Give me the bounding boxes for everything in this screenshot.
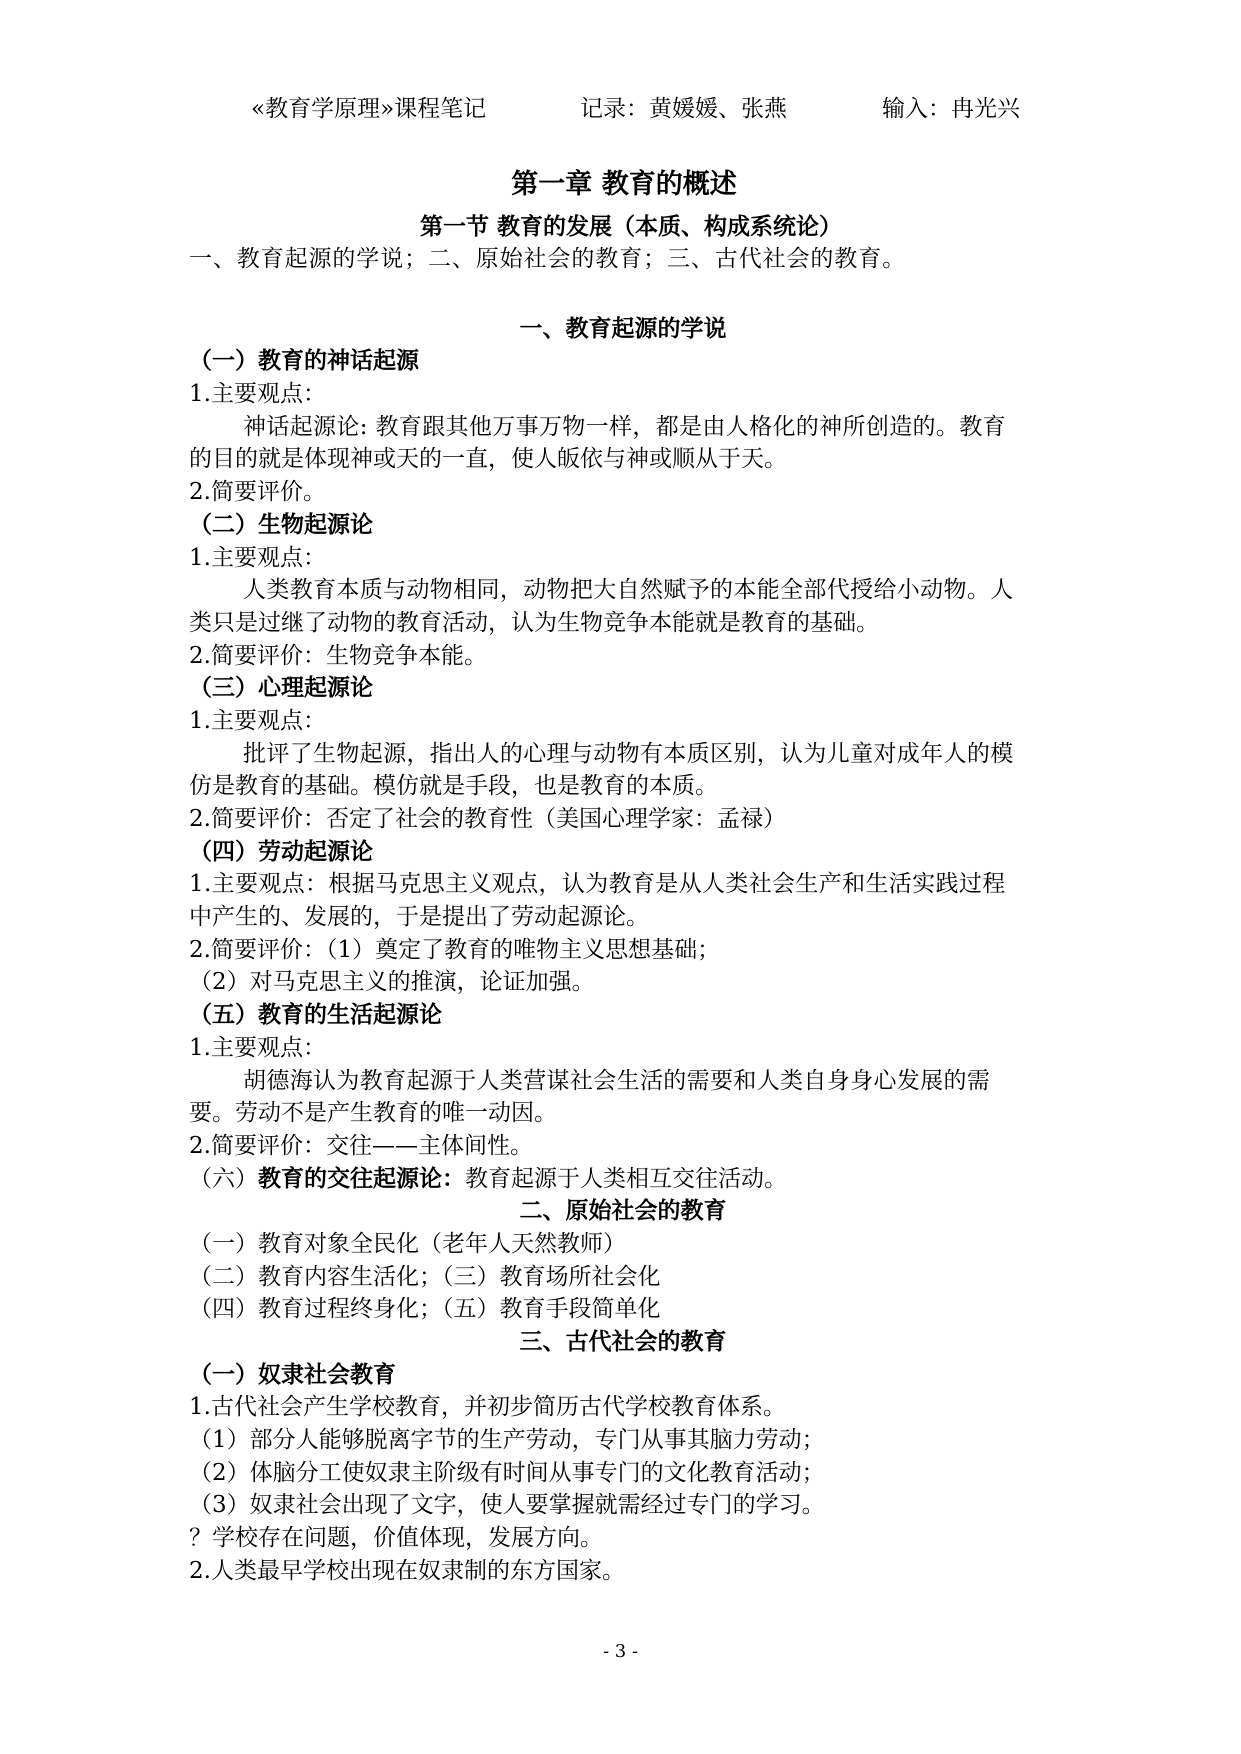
s1-point2: 2.简要评价。 — [189, 479, 326, 506]
s2-point2: 2.简要评价：生物竞争本能。 — [189, 642, 487, 669]
part2-heading: 二、原始社会的教育 — [519, 1197, 727, 1225]
part3-line6: 2.人类最早学校出现在奴隶制的东方国家。 — [189, 1557, 625, 1584]
s2-title: （二）生物起源论 — [189, 510, 373, 538]
s3-text1: 批评了生物起源，指出人的心理与动物有本质区别，认为儿童对成年人的模 — [243, 740, 1014, 767]
page-header — [0, 92, 1241, 126]
s2-point1: 1.主要观点： — [189, 544, 326, 571]
part2-line1: （一）教育对象全民化（老年人天然教师） — [189, 1230, 626, 1257]
s4-point2b: （2）对马克思主义的推演，论证加强。 — [189, 969, 595, 996]
part2-line2: （二）教育内容生活化；（三）教育场所社会化 — [189, 1263, 661, 1290]
s1-text2: 的目的就是体现神或天的一直，使人皈依与神或顺从于天。 — [189, 446, 787, 473]
s5-text2: 要。劳动不是产生教育的唯一动因。 — [189, 1100, 557, 1127]
spacer — [189, 276, 1057, 313]
s5-point1: 1.主要观点： — [189, 1034, 326, 1061]
s3-point1: 1.主要观点： — [189, 707, 326, 734]
s5-title: （五）教育的生活起源论 — [189, 1001, 442, 1029]
s4-point1b: 中产生的、发展的，于是提出了劳动起源论。 — [189, 904, 649, 931]
s5-point2: 2.简要评价：交往——主体间性。 — [189, 1132, 533, 1159]
s6-line — [189, 1163, 1057, 1196]
part3-line3: （2）体脑分工使奴隶主阶级有时间从事专门的文化教育活动； — [189, 1459, 825, 1486]
s1-point1: 1.主要观点： — [189, 381, 326, 408]
page-body — [189, 160, 1057, 1588]
header-recorder: 记录：黄媛媛、张燕 — [580, 96, 787, 122]
s4-title: （四）劳动起源论 — [189, 837, 373, 865]
part3-line5: ？学校存在问题，价值体现，发展方向。 — [189, 1525, 603, 1552]
s6-text: 教育起源于人类相互交往活动。 — [465, 1165, 787, 1192]
part3-line4: （3）奴隶社会出现了文字，使人要掌握就需经过专门的学习。 — [189, 1492, 825, 1519]
part3-s1-title: （一）奴隶社会教育 — [189, 1360, 396, 1388]
page-number: - 3 - — [602, 1641, 639, 1662]
s2-text2: 类只是过继了动物的教育活动，认为生物竞争本能就是教育的基础。 — [189, 609, 879, 636]
s6-number: （六） — [189, 1165, 258, 1192]
intro-line: 一、教育起源的学说；二、原始社会的教育；三、古代社会的教育。 — [189, 246, 906, 272]
s4-point2a: 2.简要评价：（1）奠定了教育的唯物主义思想基础； — [189, 936, 721, 963]
part3-line1: 1.古代社会产生学校教育，并初步简历古代学校教育体系。 — [189, 1394, 786, 1421]
header-input: 输入：冉光兴 — [882, 96, 1020, 122]
part3-heading: 三、古代社会的教育 — [519, 1328, 727, 1355]
s3-title: （三）心理起源论 — [189, 674, 373, 702]
section-title: 第一节 教育的发展（本质、构成系统论） — [419, 213, 842, 240]
s2-text1: 人类教育本质与动物相同，动物把大自然赋予的本能全部代授给小动物。人 — [243, 577, 1014, 604]
s6-title: 教育的交往起源论： — [258, 1164, 465, 1192]
s1-text1: 神话起源论: 教育跟其他万事万物一样，都是由人格化的神所创造的。教育 — [243, 413, 1006, 440]
s1-title: （一）教育的神话起源 — [189, 347, 419, 375]
s3-text2: 仿是教育的基础。模仿就是手段，也是教育的本质。 — [189, 773, 718, 800]
part1-heading: 一、教育起源的学说 — [519, 314, 727, 342]
part2-line3: （四）教育过程终身化；（五）教育手段简单化 — [189, 1296, 661, 1323]
header-course-title: «教育学原理»课程笔记 — [251, 96, 487, 122]
s4-point1a: 1.主要观点：根据马克思主义观点，认为教育是从人类社会生产和生活实践过程 — [189, 871, 1006, 898]
s5-text1: 胡德海认为教育起源于人类营谋社会生活的需要和人类自身身心发展的需 — [243, 1067, 991, 1094]
s3-point2: 2.简要评价：否定了社会的教育性（美国心理学家：孟禄） — [189, 806, 786, 832]
part3-line2: （1）部分人能够脱离字节的生产劳动，专门从事其脑力劳动； — [189, 1427, 825, 1454]
chapter-title: 第一章 教育的概述 — [511, 169, 737, 200]
